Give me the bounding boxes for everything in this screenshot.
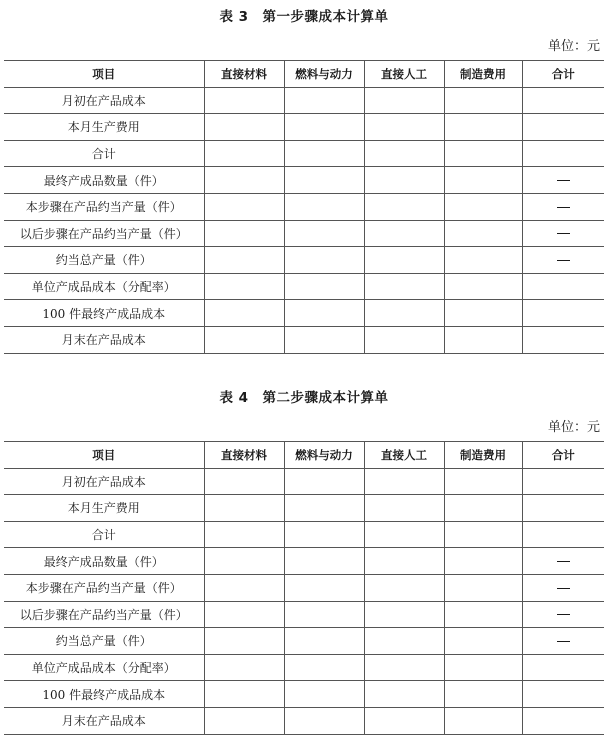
table-cell [204,326,284,353]
table-row [4,114,604,141]
table-cell [204,300,284,327]
table-cell [444,193,522,220]
table-row [4,220,604,247]
table-cell [284,326,364,353]
column-header: 制造费用 [444,442,522,469]
table-4-header-row [4,442,604,469]
table-cell [364,167,444,194]
row-label: 合计 [4,140,204,167]
table-cell [522,628,604,655]
table-row [4,468,604,495]
table-row [4,193,604,220]
row-label: 100 件最终产成品成本 [4,681,204,708]
table-cell [204,681,284,708]
table-cell [522,521,604,548]
table-cell [444,220,522,247]
table-row [4,681,604,708]
column-header: 直接材料 [204,61,284,88]
table-cell [364,468,444,495]
table-cell [284,681,364,708]
table-cell [284,548,364,575]
table-cell [444,548,522,575]
table-cell [364,247,444,274]
table-cell [364,681,444,708]
table-cell [364,220,444,247]
table-cell [204,601,284,628]
table-cell [522,574,604,601]
table-cell [204,468,284,495]
table-cell [364,574,444,601]
table-cell [522,326,604,353]
table-cell [444,707,522,734]
dash-mark [557,180,570,181]
table-row [4,167,604,194]
table-3-header-row [4,61,604,88]
table-cell [204,193,284,220]
column-header: 项目 [4,442,204,469]
table-row [4,654,604,681]
table-cell [364,114,444,141]
row-label: 月末在产品成本 [4,707,204,734]
table-cell [364,326,444,353]
table-row [4,273,604,300]
column-header: 合计 [522,61,604,88]
table-cell [204,140,284,167]
dash-mark [557,614,570,615]
table-cell [444,247,522,274]
table-3-body [4,87,604,353]
table-cell [204,521,284,548]
table-cell [444,628,522,655]
dash-mark [557,641,570,642]
row-label: 约当总产量（件） [4,628,204,655]
table-3 [4,60,604,354]
table-cell [204,495,284,522]
table-cell [522,468,604,495]
table-cell [284,654,364,681]
table-cell [204,273,284,300]
cost-sheet-step-1 [4,0,604,354]
table-cell [522,167,604,194]
table-cell [364,140,444,167]
table-cell [364,193,444,220]
table-cell [284,114,364,141]
table-cell [284,574,364,601]
row-label: 单位产成品成本（分配率） [4,654,204,681]
table-cell [444,654,522,681]
table-4 [4,441,604,735]
table-cell [364,521,444,548]
table-cell [522,707,604,734]
dash-mark [557,233,570,234]
dash-mark [557,561,570,562]
table-cell [444,495,522,522]
table-cell [444,167,522,194]
row-label: 最终产成品数量（件） [4,167,204,194]
dash-mark [557,588,570,589]
table-cell [364,601,444,628]
table-3-title: 表 3 第一步骤成本计算单 [219,9,389,25]
table-4-body [4,468,604,734]
table-cell [284,521,364,548]
table-cell [204,167,284,194]
table-cell [444,273,522,300]
table-cell [364,495,444,522]
dash-mark [557,260,570,261]
table-cell [522,548,604,575]
table-cell [204,114,284,141]
table-cell [204,247,284,274]
table-cell [204,87,284,114]
table-cell [284,468,364,495]
table-cell [284,140,364,167]
table-row [4,140,604,167]
table-cell [522,300,604,327]
table-3-unit-label: 单位：元 [547,39,600,54]
table-row [4,601,604,628]
table-row [4,495,604,522]
table-cell [522,114,604,141]
row-label: 月末在产品成本 [4,326,204,353]
table-cell [522,247,604,274]
table-cell [444,140,522,167]
table-row [4,521,604,548]
table-cell [204,220,284,247]
row-label: 本月生产费用 [4,495,204,522]
table-cell [204,707,284,734]
table-cell [284,628,364,655]
row-label: 单位产成品成本（分配率） [4,273,204,300]
table-row [4,326,604,353]
column-header: 燃料与动力 [284,61,364,88]
row-label: 合计 [4,521,204,548]
table-cell [444,468,522,495]
table-cell [284,193,364,220]
table-cell [522,495,604,522]
table-cell [364,548,444,575]
row-label: 100 件最终产成品成本 [4,300,204,327]
table-4-title: 表 4 第二步骤成本计算单 [219,390,389,406]
table-4-unit-label: 单位：元 [547,420,600,435]
row-label: 本步骤在产品约当产量（件） [4,574,204,601]
table-row [4,707,604,734]
table-cell [444,300,522,327]
table-cell [444,574,522,601]
table-cell [284,495,364,522]
table-cell [522,220,604,247]
table-cell [204,548,284,575]
table-cell [284,300,364,327]
column-header: 直接材料 [204,442,284,469]
row-label: 最终产成品数量（件） [4,548,204,575]
table-cell [364,628,444,655]
table-cell [444,114,522,141]
table-cell [284,87,364,114]
table-cell [284,220,364,247]
table-row [4,574,604,601]
dash-mark [557,207,570,208]
table-cell [284,167,364,194]
table-cell [444,326,522,353]
row-label: 本月生产费用 [4,114,204,141]
row-label: 本步骤在产品约当产量（件） [4,193,204,220]
table-cell [364,654,444,681]
table-row [4,548,604,575]
table-cell [522,681,604,708]
table-cell [204,574,284,601]
table-cell [522,140,604,167]
column-header: 项目 [4,61,204,88]
table-cell [444,521,522,548]
table-cell [522,654,604,681]
table-row [4,628,604,655]
table-cell [522,601,604,628]
table-cell [284,601,364,628]
table-row [4,247,604,274]
column-header: 制造费用 [444,61,522,88]
table-cell [284,247,364,274]
table-cell [364,707,444,734]
column-header: 燃料与动力 [284,442,364,469]
table-cell [364,300,444,327]
row-label: 以后步骤在产品约当产量（件） [4,220,204,247]
table-row [4,300,604,327]
row-label: 约当总产量（件） [4,247,204,274]
table-cell [444,87,522,114]
row-label: 以后步骤在产品约当产量（件） [4,601,204,628]
table-cell [204,654,284,681]
table-cell [444,681,522,708]
table-cell [284,707,364,734]
row-label: 月初在产品成本 [4,87,204,114]
table-cell [522,273,604,300]
column-header: 合计 [522,442,604,469]
table-cell [204,628,284,655]
table-cell [522,87,604,114]
table-cell [284,273,364,300]
table-cell [364,273,444,300]
table-cell [364,87,444,114]
row-label: 月初在产品成本 [4,468,204,495]
column-header: 直接人工 [364,61,444,88]
table-row [4,87,604,114]
cost-sheet-step-2 [4,381,604,735]
table-cell [522,193,604,220]
table-cell [444,601,522,628]
column-header: 直接人工 [364,442,444,469]
